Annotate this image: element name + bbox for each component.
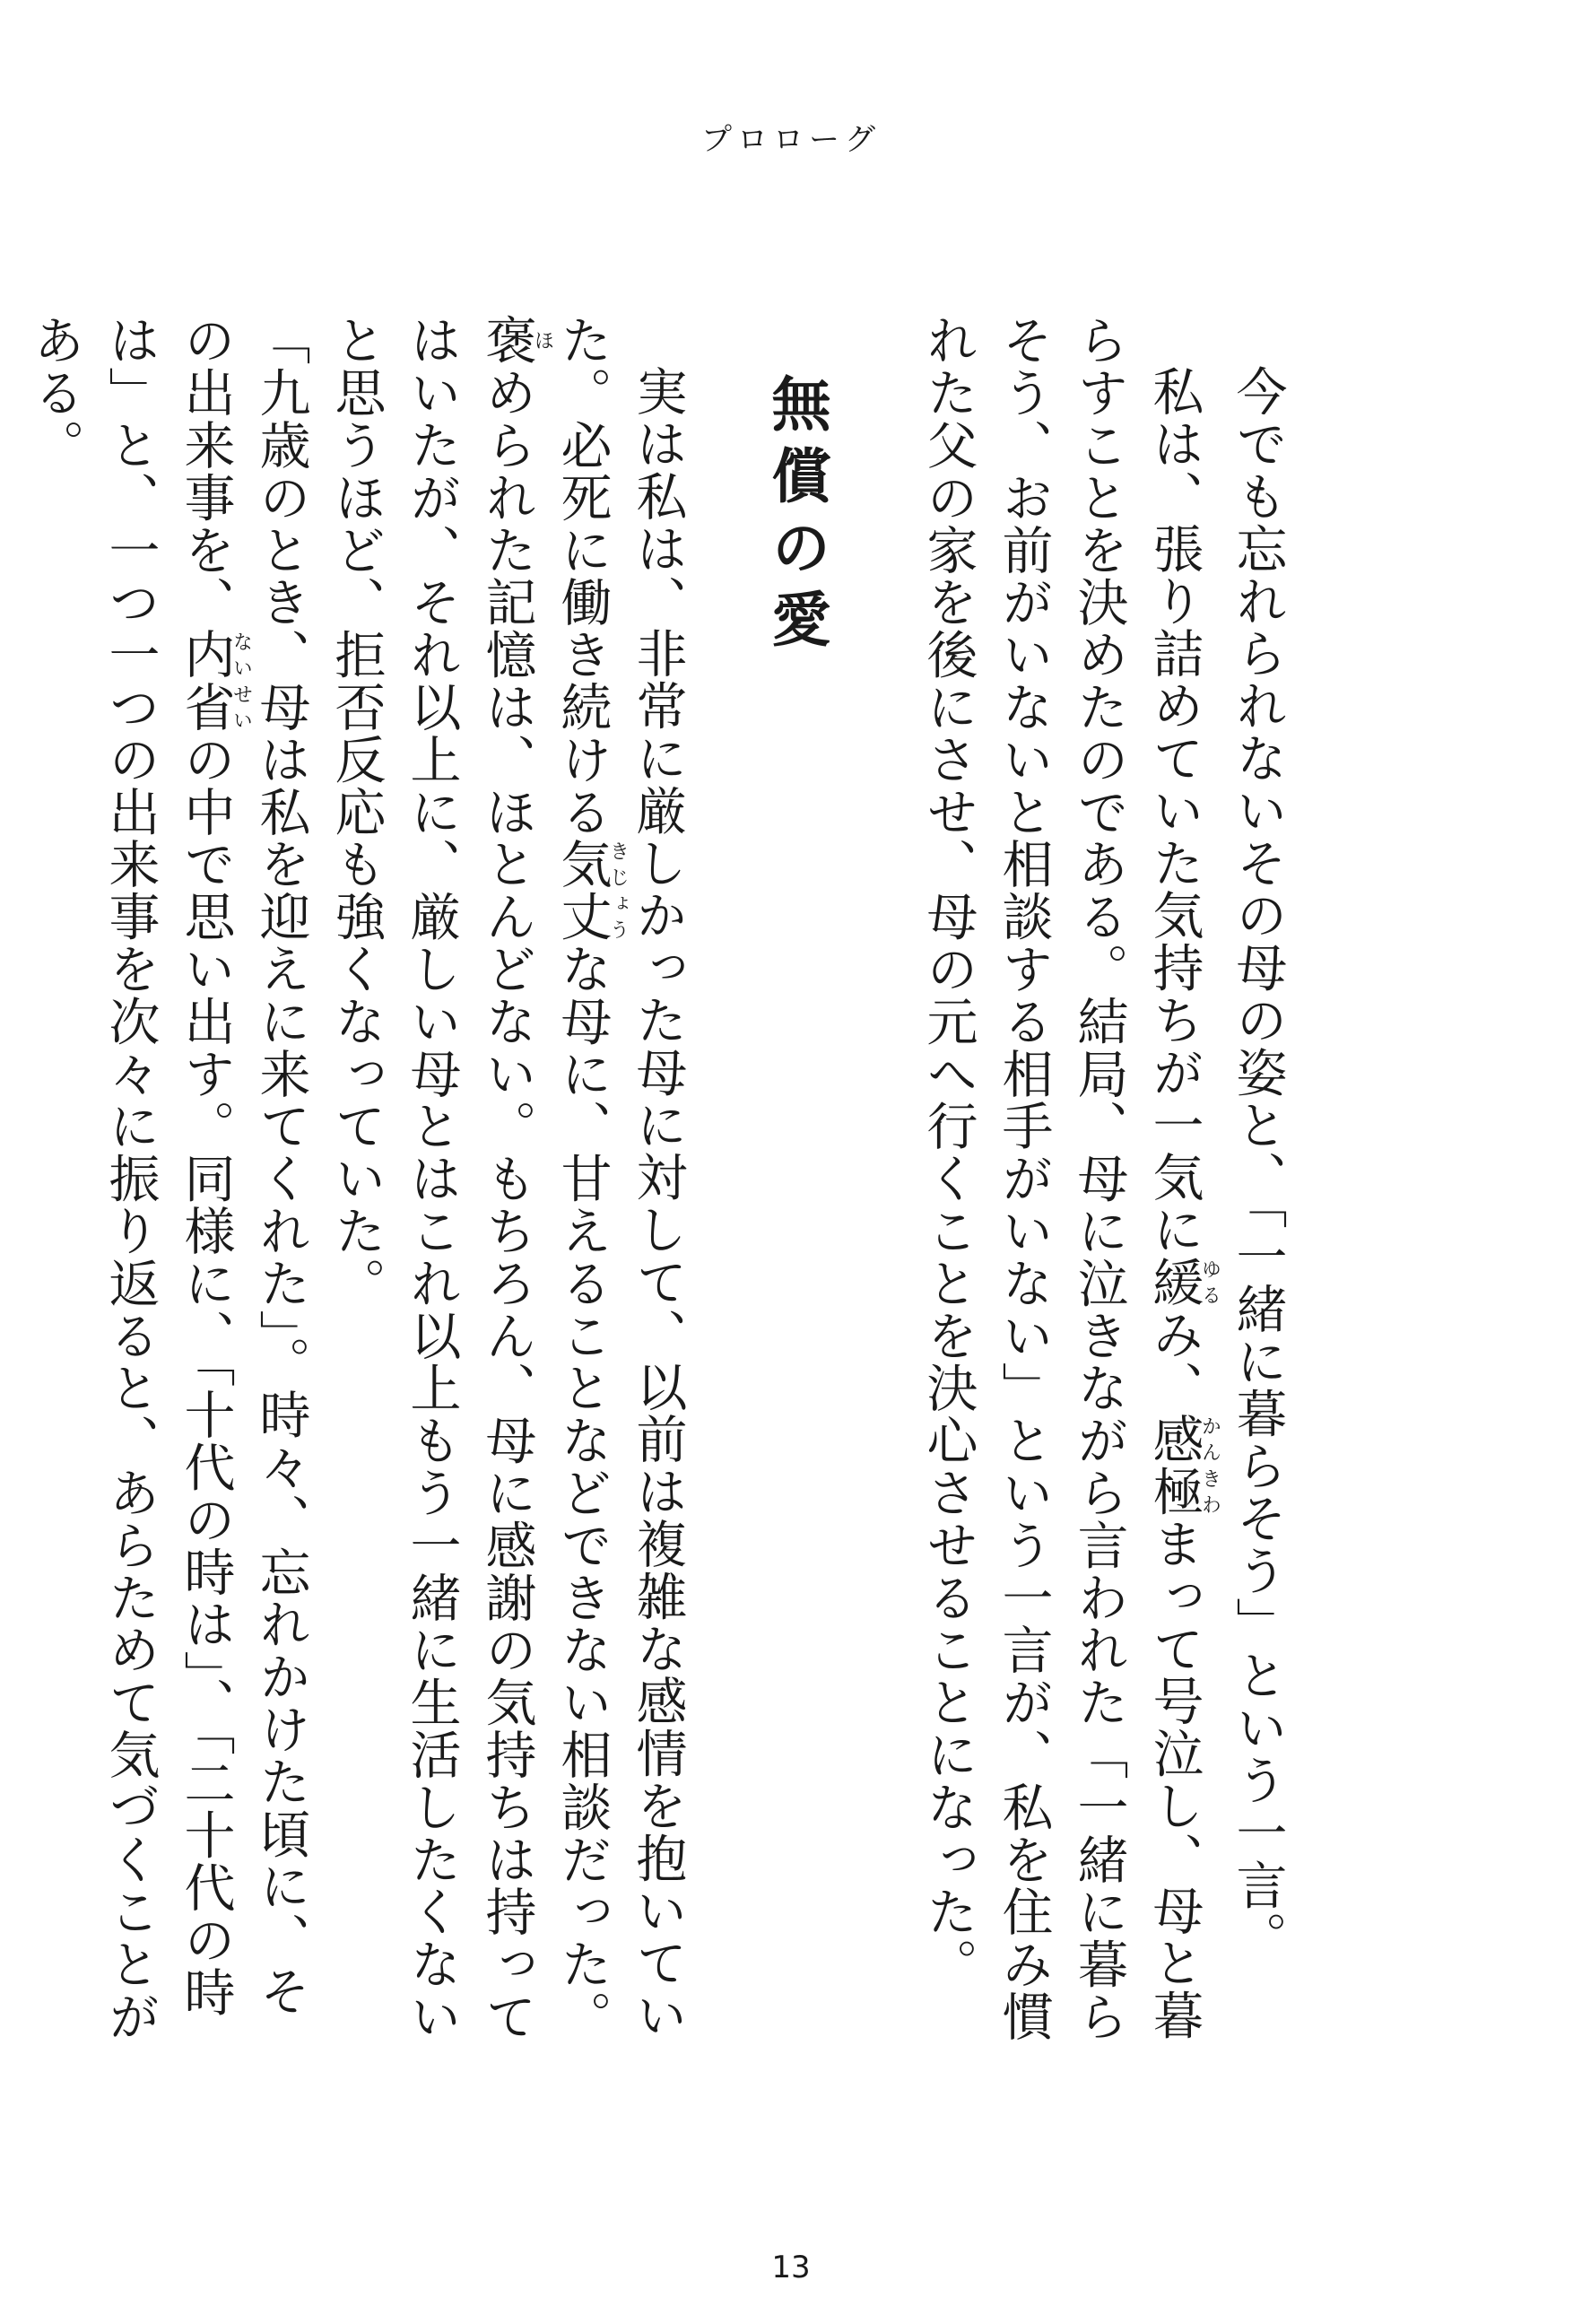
paragraph-3	[318, 314, 695, 2063]
ruby-ho	[477, 314, 554, 367]
running-head: プロローグ	[701, 122, 881, 158]
ruby-reading: ゆる	[1198, 1255, 1221, 1309]
paragraph-2-text-c: まって号泣し、母と暮らすことを決めたのである。結局、母に泣きながら言われた「一緒に暮らそう、お前がいないと相談する相手がいない」という一言が、私を住み慣れた父の家を後にさせ、母の元へ行くことを決心させることになった。	[918, 314, 1204, 2043]
ruby-base: 緩	[1144, 1255, 1204, 1309]
paragraph-4	[17, 314, 318, 2063]
page-number: 13	[771, 2250, 811, 2285]
ruby-yuru	[1144, 1255, 1221, 1309]
paragraph-2	[910, 314, 1220, 2063]
ruby-base: 感極	[1144, 1413, 1204, 1518]
paragraph-4-text-a: 「九歳のとき、母は私を迎えに来てくれた」。時々、忘れかけた頃に、その出来事を、	[176, 314, 310, 2017]
ruby-base: 褒	[477, 314, 536, 367]
ruby-base: 内	[176, 628, 235, 681]
ruby-kankiwa	[1144, 1413, 1221, 1518]
body-text	[17, 314, 1295, 2063]
ruby-reading: ほ	[531, 314, 554, 367]
ruby-sei	[176, 680, 253, 734]
ruby-reading: かんきわ	[1198, 1413, 1221, 1518]
ruby-base: 気丈	[552, 838, 612, 943]
paragraph-1-text: 今でも忘れられないその母の姿と、「一緒に暮らそう」という一言。	[1228, 365, 1287, 1963]
ruby-nai	[176, 628, 253, 681]
paragraph-3-text-a: 実は私は、非常に厳しかった母に対して、以前は複雑な感情を抱いていた。必死に働き続ける	[552, 314, 687, 2041]
paragraph-2-text-b: み、	[1144, 1308, 1204, 1414]
paragraph-4-text-b: の中で思い出す。同様に、「十代の時は」、「二十代の時は」と、一つ一つの出来事を次々に振り返ると、あらためて気づくことがある。	[25, 314, 235, 2043]
ruby-reading: きじょう	[606, 838, 630, 943]
paragraph-2-text-a: 私は、張り詰めていた気持ちが一気に	[1144, 365, 1204, 1256]
ruby-base: 省	[176, 680, 235, 734]
ruby-reading: せい	[230, 680, 253, 734]
ruby-kijou	[552, 838, 630, 943]
paragraph-1	[1220, 314, 1295, 2063]
section-heading: 無償の愛	[761, 373, 830, 660]
paragraph-3-text-b: な母に、甘えることなどできない相談だった。	[552, 942, 612, 2043]
paragraph-3-text-c: められた記憶は、ほとんどない。もちろん、母に感謝の気持ちは持ってはいたが、それ以上に、厳しい母とはこれ以上もう一緒に生活したくないと思うほど、拒否反応も強くなっていた。	[326, 314, 536, 2043]
ruby-reading: ない	[230, 628, 253, 681]
